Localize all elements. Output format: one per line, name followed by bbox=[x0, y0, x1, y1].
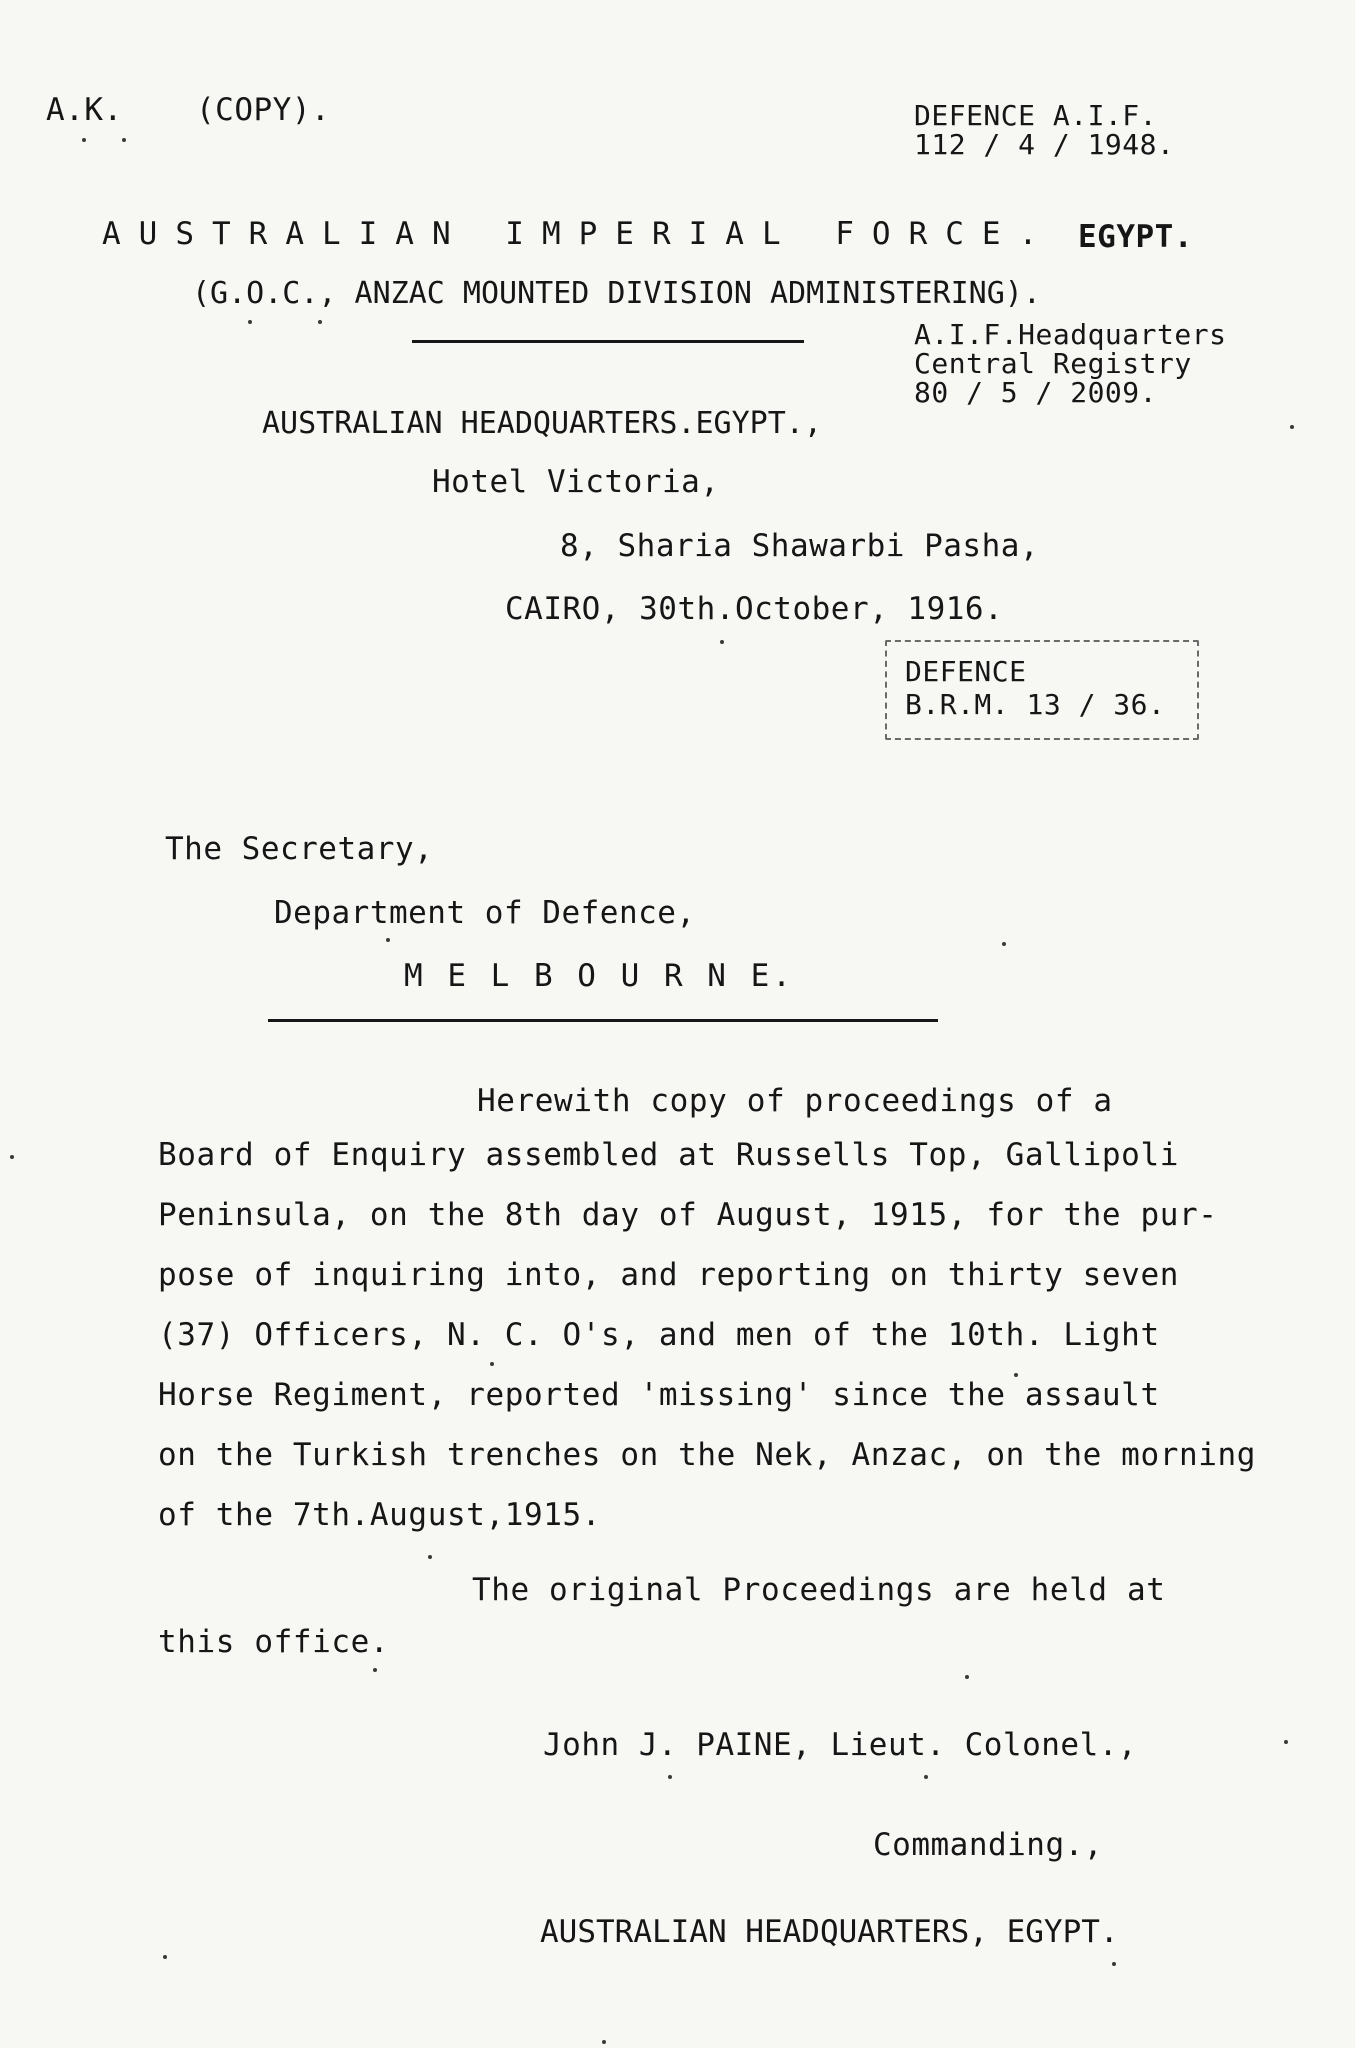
body-line: this office. bbox=[158, 1624, 390, 1660]
body-line: of the 7th.August,1915. bbox=[158, 1497, 602, 1533]
registry-line-1: A.I.F.Headquarters bbox=[914, 318, 1227, 351]
paper-speck bbox=[602, 2040, 606, 2044]
paper-speck bbox=[1112, 1962, 1116, 1966]
body-line: Peninsula, on the 8th day of August, 1915, for the pur- bbox=[158, 1197, 1218, 1233]
stamp-line-2: B.R.M. 13 / 36. bbox=[905, 688, 1166, 721]
document-title: AUSTRALIAN IMPERIAL FORCE. bbox=[102, 216, 1056, 252]
paper-speck bbox=[82, 138, 86, 142]
paper-speck bbox=[10, 1155, 14, 1159]
paper-speck bbox=[386, 938, 390, 942]
address-line-3: 8, Sharia Shawarbi Pasha, bbox=[560, 528, 1040, 564]
paper-speck bbox=[924, 1775, 928, 1779]
paper-speck bbox=[668, 1775, 672, 1779]
registry-line-3: 80 / 5 / 2009. bbox=[914, 376, 1158, 409]
body-line: Board of Enquiry assembled at Russells Top, Gallipoli bbox=[158, 1137, 1179, 1173]
paper-speck bbox=[428, 1555, 432, 1559]
body-line: The original Proceedings are held at bbox=[472, 1572, 1166, 1608]
body-line: Herewith copy of proceedings of a bbox=[477, 1083, 1113, 1119]
recipient-rule bbox=[268, 1019, 938, 1022]
reference-line-1: DEFENCE A.I.F. bbox=[914, 99, 1158, 132]
body-line: on the Turkish trenches on the Nek, Anzac, on the morning bbox=[158, 1437, 1257, 1473]
signatory-name: John J. PAINE, Lieut. Colonel., bbox=[543, 1727, 1138, 1763]
date-line: CAIRO, 30th.October, 1916. bbox=[505, 591, 1004, 627]
paper-speck bbox=[373, 1668, 377, 1672]
recipient-line-1: The Secretary, bbox=[165, 831, 434, 867]
reference-line-2: 112 / 4 / 1948. bbox=[914, 128, 1175, 161]
body-line: pose of inquiring into, and reporting on thirty seven bbox=[158, 1257, 1179, 1293]
registry-line-2: Central Registry bbox=[914, 347, 1192, 380]
copy-mark: (COPY). bbox=[196, 92, 331, 128]
initials-ak: A.K. bbox=[46, 92, 123, 128]
address-line-2: Hotel Victoria, bbox=[432, 464, 720, 500]
stamp-line-1: DEFENCE bbox=[905, 655, 1027, 688]
recipient-line-2: Department of Defence, bbox=[274, 895, 696, 931]
paper-speck bbox=[1284, 1740, 1288, 1744]
paper-speck bbox=[490, 1362, 494, 1366]
paper-speck bbox=[1290, 425, 1294, 429]
header-rule bbox=[412, 340, 804, 343]
signatory-organisation: AUSTRALIAN HEADQUARTERS, EGYPT. bbox=[540, 1914, 1119, 1950]
body-line: Horse Regiment, reported 'missing' since the assault bbox=[158, 1377, 1160, 1413]
paper-speck bbox=[1014, 1373, 1018, 1377]
paper-speck bbox=[965, 1675, 969, 1679]
paper-speck bbox=[1002, 942, 1006, 946]
paper-speck bbox=[122, 138, 126, 142]
address-line-1: AUSTRALIAN HEADQUARTERS.EGYPT., bbox=[262, 406, 822, 441]
paper-speck bbox=[318, 320, 322, 324]
paper-speck bbox=[248, 320, 252, 324]
document-subtitle: (G.O.C., ANZAC MOUNTED DIVISION ADMINISTERING). bbox=[192, 276, 1041, 311]
signatory-role: Commanding., bbox=[873, 1827, 1103, 1863]
recipient-line-3: M E L B O U R N E. bbox=[404, 958, 794, 994]
document-title-egypt: EGYPT. bbox=[1078, 219, 1193, 255]
paper-speck bbox=[720, 640, 724, 644]
paper-speck bbox=[163, 1955, 167, 1959]
body-line: (37) Officers, N. C. O's, and men of the 10th. Light bbox=[158, 1317, 1160, 1353]
